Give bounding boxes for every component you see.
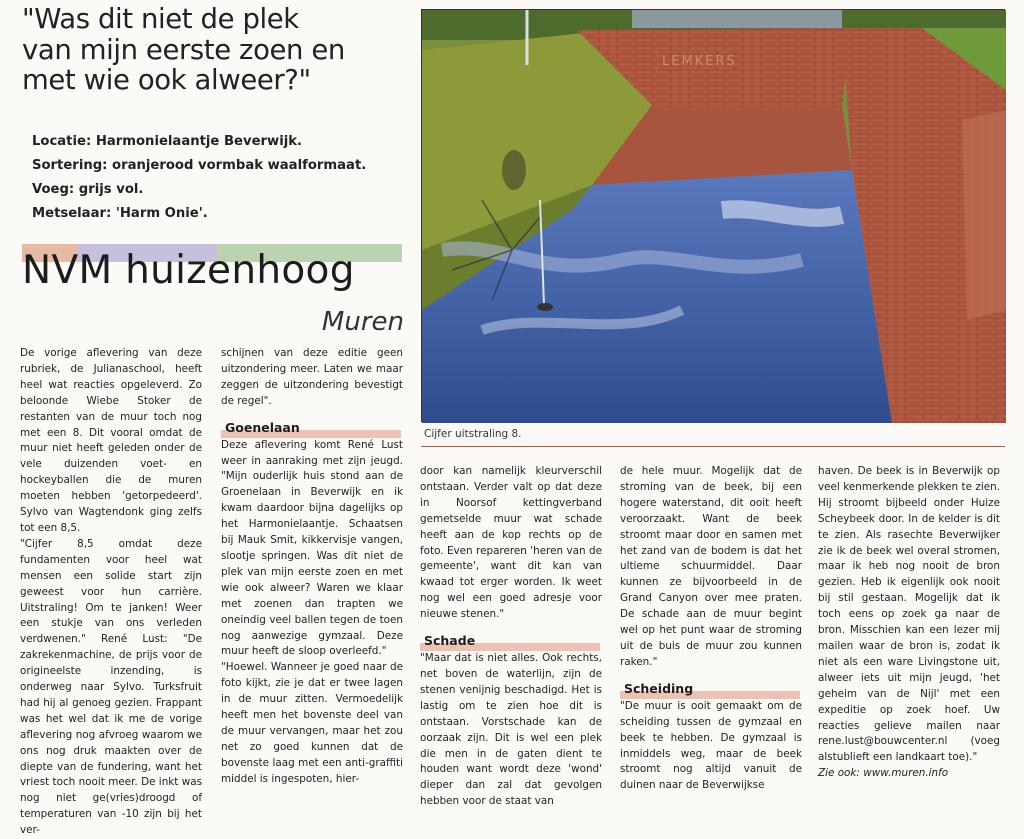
location-line: Locatie: Harmonielaantje Beverwijk. bbox=[32, 134, 303, 149]
paragraph: "Cijfer 8,5 omdat deze fundamenten voor heel wat mensen een solide start zijn geweest voor hun carrière. Uitstraling! Om te janken! Weer een stukje van ons verleden verdwenen." René Lust: "De zakrekenmachine, de prijs voor de origineelste inzending, is onderweg naar Sylvo. Turksfruit had hij al genoeg gezien. Frappant was het wel dat ik me de vorige aflevering nog afvroeg waarom we ons nog druk maakten over de diepte van de fundering, want het vriest toch nooit meer. De inkt was nog niet ge(vries)droogd of temperaturen van -10 zijn bij het ver- bbox=[20, 537, 202, 837]
subheading-scheiding: Scheiding bbox=[624, 680, 694, 696]
wall-lettering: LEMKERS bbox=[662, 54, 737, 69]
paragraph: de hele muur. Mogelijk dat de stroming van de beek, bij een hogere waterstand, dit ooit heeft veroorzaakt. Want de beek stroomt maar door en samen met het zand van de bodem is dat het ultieme schuurmiddel. Daar kunnen ze bijvoorbeeld in de Grand Canyon over mee praten. De schade aan de muur begint wel op het punt waar de stroming uit de buis de muur zou kunnen raken." bbox=[620, 465, 802, 668]
paragraph: "De muur is ooit gemaakt om de scheiding tussen de gymzaal en beek te hebben. De gymzaal is inmiddels weg, maar de beek stroomt nog altijd vanuit de duinen naar de Beverwijkse bbox=[620, 699, 802, 792]
headline-line-3: met wie ook alweer?" bbox=[22, 64, 311, 96]
article-column-4 bbox=[620, 464, 802, 792]
headline bbox=[22, 4, 417, 96]
paragraph: door kan namelijk kleurverschil ontstaan. Verder valt op dat deze in Noorsof kettingverband gemetselde muur wat schade heeft aan de kop rechts op de foto. Even repareren 'heren van de gemeente', want dit kan van kwaad tot erger worden. Ik weet nog wel een goed adresje voor nieuwe stenen." bbox=[420, 465, 602, 621]
headline-line-1: "Was dit niet de plek bbox=[22, 3, 299, 35]
paragraph: Deze aflevering komt René Lust weer in aanraking met zijn jeugd. "Mijn ouderlijk huis stond aan de Groenelaan in Beverwijk en ik kwam daardoor bijna dagelijks op het Harmonielaantje. Schaatsen bij Mauk Smit, kikkervisje vangen, slootje springen. Was dit niet de plek van mijn eerste zoen en met wie ook alweer? Waren we klaar met zoenen dan trapten we oneindig veel ballen tegen de toen nog aanwezige gymzaal. Deze muur heeft de sloop overleefd." bbox=[221, 438, 403, 658]
paragraph: "Hoewel. Wanneer je goed naar de foto kijkt, zie je dat er twee lagen in de muur zitten. Vermoedelijk heeft men het bovenste deel van de muur vervangen, maar het zou net zo goed kunnen dat de bovenste laag met een anti-graffiti middel is ingespoten, hier- bbox=[221, 661, 403, 785]
section-masthead: NVM huizenhoog bbox=[22, 248, 355, 293]
mason-line: Metselaar: 'Harm Onie'. bbox=[32, 206, 208, 221]
caption-divider bbox=[421, 446, 1005, 447]
see-also-link[interactable]: Zie ook: www.muren.info bbox=[818, 767, 949, 780]
subheading-schade: Schade bbox=[424, 633, 476, 649]
rubric-label: Muren bbox=[321, 307, 404, 337]
joint-line: Voeg: grijs vol. bbox=[32, 182, 144, 197]
canal-wall-photo bbox=[422, 10, 1006, 423]
paragraph: schijnen van deze editie geen uitzondering meer. Laten we maar zeggen de uitzondering bevestigt de regel". bbox=[221, 347, 403, 407]
article-column-1 bbox=[20, 346, 202, 837]
specification-list bbox=[32, 130, 412, 226]
paragraph: "Maar dat is niet alles. Ook rechts, net boven de waterlijn, zijn de stenen venijnig beschadigd. Het is lastig om te zien hoe dit is ontstaan. Vorstschade kan de oorzaak zijn. Dit is wel een plek die men in de gaten dient te houden want wordt deze 'wond' dieper dan zal dat gevolgen hebben voor de staat van bbox=[420, 652, 602, 808]
article-column-5 bbox=[818, 464, 1000, 780]
sorting-line: Sortering: oranjerood vormbak waalformaat. bbox=[32, 158, 367, 173]
article-photo bbox=[421, 9, 1005, 422]
article-column-3 bbox=[420, 464, 602, 808]
headline-line-2: van mijn eerste zoen en bbox=[22, 33, 345, 66]
article-column-2 bbox=[221, 346, 403, 785]
paragraph: De vorige aflevering van deze rubriek, de Julianaschool, heeft heel wat reacties opgeleverd. Zo beloonde Wiebe Stoker de restanten van de muur toch nog met een 8. Dit vooral omdat de muur niet heeft geleden onder de vele duizenden voet- en hockeyballen die de muren moeten hebben 'getorpedeerd'. Sylvo van Wagtendonk ging zelfs tot een 8,5. bbox=[20, 347, 202, 534]
subheading-goenelaan: Goenelaan bbox=[225, 419, 300, 435]
paragraph: haven. De beek is in Beverwijk op veel kenmerkende plekken te zien. Hij stroomt bijbeeld onder Huize Scheybeek door. In de kelder is dit te zien. Als rasechte Beverwijker zie ik de beek wel overal stromen, maar ik heb nog nooit de bron gezien. Heb ik eigenlijk ook nooit bij stil gestaan. Mogelijk dat ik toch eens op zoek ga naar de bron. Misschien kan een lezer mij mailen waar de bron is, zodat ik niet als een ware Livingstone uit, alweer iets uit mijn jeugd, 'het geheim van de Nijl' met een expeditie op zoek hoef. Uw reacties gelieve mailen naar rene.lust@bouwcenter.nl (voeg alstublieft een landkaart toe)." bbox=[818, 465, 1000, 764]
photo-caption: Cijfer uitstraling 8. bbox=[424, 428, 522, 440]
